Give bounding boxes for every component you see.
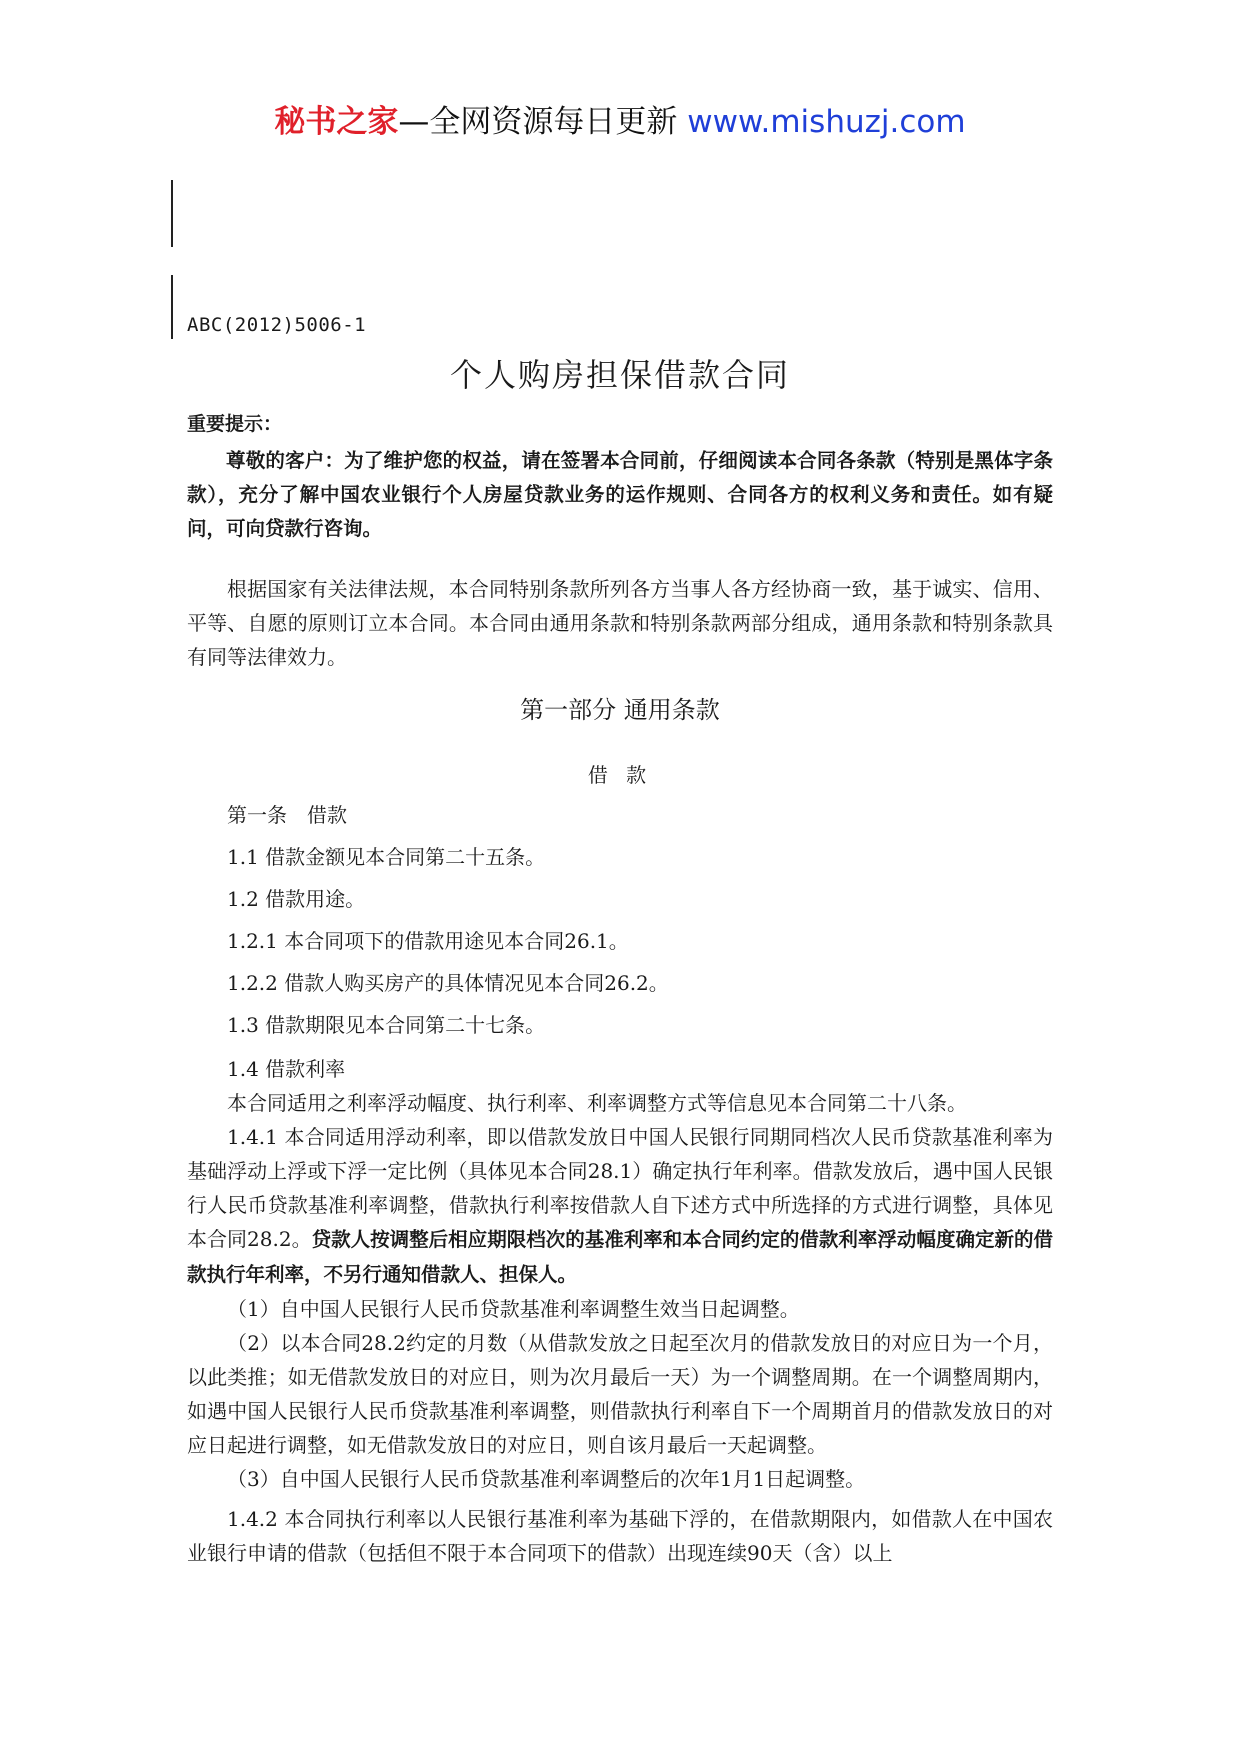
important-notice: [187, 410, 1053, 546]
margin-rule: [171, 180, 173, 247]
clause-item: 1.3 借款期限见本合同第二十七条。: [227, 1013, 546, 1037]
clause-option: （1）自中国人民银行人民币贷款基准利率调整生效当日起调整。: [227, 1297, 800, 1321]
document-code: ABC(2012)5006-1: [187, 314, 367, 336]
clause-bold-text: 贷款人按调整后相应期限档次的基准利率和本合同约定的借款利率浮动幅度确定新的借款执行年利率，不另行通知借款人、担保人。: [187, 1228, 1053, 1286]
section-title: 借 款: [587, 763, 653, 787]
clause-item: 1.2.1 本合同项下的借款用途见本合同26.1。: [227, 929, 629, 953]
clause-item: 1.1 借款金额见本合同第二十五条。: [227, 845, 546, 869]
intro-paragraph: 根据国家有关法律法规，本合同特别条款所列各方当事人各方经协商一致，基于诚实、信用、平等、自愿的原则订立本合同。本合同由通用条款和特别条款两部分组成，通用条款和特别条款具有同等法律效力。: [187, 577, 1053, 669]
brand-name: 秘书之家: [274, 104, 399, 140]
banner-url[interactable]: www.mishuzj.com: [687, 104, 966, 140]
clause-item: 1.4.2 本合同执行利率以人民银行基准利率为基础下浮的，在借款期限内，如借款人在中国农业银行申请的借款（包括但不限于本合同项下的借款）出现连续90天（含）以上: [187, 1507, 1053, 1565]
clause-option: （2）以本合同28.2约定的月数（从借款发放之日起至次月的借款发放日的对应日为一个月，以此类推；如无借款发放日的对应日，则为次月最后一天）为一个调整周期。在一个调整周期内，如遇中国人民银行人民币贷款基准利率调整，则借款执行利率自下一个周期首月的借款发放日的对应日起进行调整，如无借款发放日的对应日，则自该月最后一天起调整。: [187, 1331, 1053, 1457]
document-title: 个人购房担保借款合同: [449, 356, 790, 394]
clause-item: 1.4 借款利率: [227, 1057, 346, 1081]
notice-label: 重要提示：: [187, 413, 283, 435]
margin-rule: [171, 275, 173, 339]
clause-heading: 第一条 借款: [227, 803, 347, 827]
banner-tagline: —全网资源每日更新: [398, 104, 688, 140]
clause-note: 本合同适用之利率浮动幅度、执行利率、利率调整方式等信息见本合同第二十八条。: [227, 1091, 967, 1115]
clause-item: [187, 1120, 1053, 1292]
clause-item: 1.2.2 借款人购买房产的具体情况见本合同26.2。: [227, 971, 669, 995]
header-banner: [0, 100, 1240, 144]
clause-text: 1.4.1 本合同适用浮动利率，即以借款发放日中国人民银行同期同档次人民币贷款基准利率为基础浮动上浮或下浮一定比例（具体见本合同28.1）确定执行年利率。借款发放后，遇中国人民银行人民币贷款基准利率调整，借款执行利率按借款人自下述方式中所选择的方式进行调整，具体见本合同28.2。: [187, 1125, 1053, 1251]
notice-text: 尊敬的客户：为了维护您的权益，请在签署本合同前，仔细阅读本合同各条款（特别是黑体字条款），充分了解中国农业银行个人房屋贷款业务的运作规则、合同各方的权利义务和责任。如有疑问，可向贷款行咨询。: [187, 449, 1053, 540]
clause-item: 1.2 借款用途。: [227, 887, 366, 911]
clauses: [187, 800, 1053, 1570]
clause-option: （3）自中国人民银行人民币贷款基准利率调整后的次年1月1日起调整。: [227, 1467, 866, 1491]
part-title: 第一部分 通用条款: [520, 696, 720, 724]
